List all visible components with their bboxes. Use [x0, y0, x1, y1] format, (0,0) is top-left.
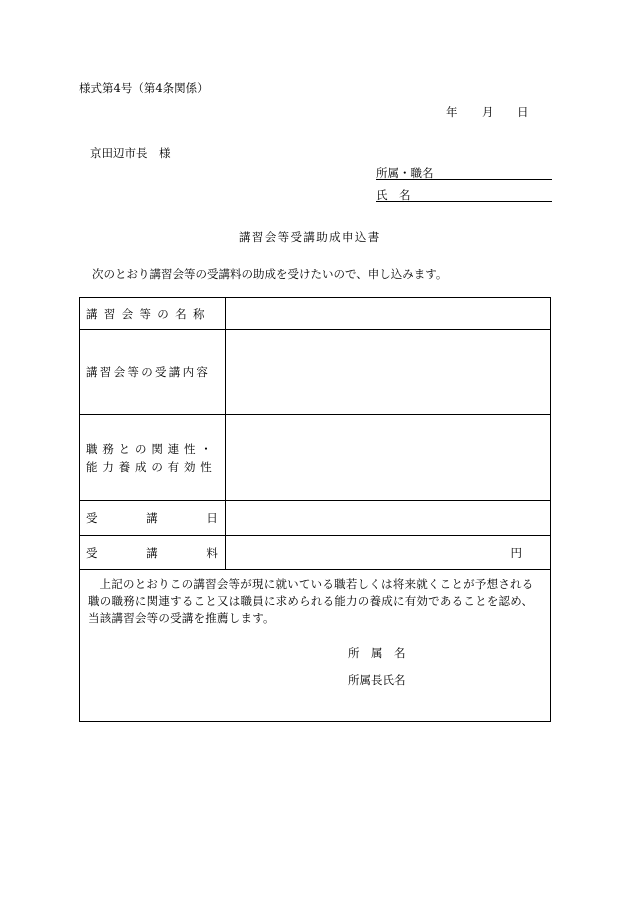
date-month-label: 月 [482, 105, 494, 119]
course-name-label-text: 講習会等の名称 [86, 306, 211, 321]
recommendation-row [80, 570, 551, 722]
relevance-label-cell [80, 415, 226, 501]
course-content-field[interactable] [226, 330, 551, 415]
relevance-label-line-2: 能力養成の有効性 [86, 459, 217, 474]
course-date-label [86, 509, 219, 527]
course-fee-row [80, 536, 551, 570]
recommendation-text: 上記のとおりこの講習会等が現に就いている職若しくは将来就くことが予想される職の職務に関連すること又は職員に求められる能力の養成に有効であることを認め、当該講習会等の受講を推薦します。 [88, 577, 534, 625]
recommender-affiliation-label: 所 属 名 [348, 646, 406, 660]
course-fee-label-char-1: 受 [86, 545, 99, 560]
intro-text: 次のとおり講習会等の受講料の助成を受けたいので、申し込みます。 [92, 267, 448, 281]
course-name-field[interactable] [226, 298, 551, 330]
course-fee-label-char-2: 講 [146, 545, 159, 560]
document-title: 講習会等受講助成申込書 [239, 230, 381, 244]
applicant-name-label: 氏 名 [376, 188, 411, 202]
date-day-label: 日 [517, 105, 529, 119]
date-year-label: 年 [446, 105, 458, 119]
addressee: 京田辺市長 様 [90, 146, 171, 160]
relevance-row [80, 415, 551, 501]
applicant-affiliation-label: 所属・職名 [376, 166, 434, 180]
relevance-field[interactable] [226, 415, 551, 501]
course-fee-label-cell [80, 536, 226, 570]
applicant-name-line[interactable] [376, 201, 552, 202]
fee-unit-label: 円 [510, 545, 522, 560]
course-content-row [80, 330, 551, 415]
course-date-label-char-1: 受 [86, 511, 99, 525]
course-name-label-cell [80, 298, 226, 330]
applicant-affiliation-line[interactable] [376, 179, 552, 180]
course-name-row [80, 298, 551, 330]
course-date-label-char-2: 講 [146, 511, 159, 525]
course-fee-field[interactable] [226, 536, 551, 570]
recommendation-signature-block [88, 627, 542, 697]
course-fee-label [86, 544, 219, 562]
course-content-label: 講習会等の受講内容 [86, 365, 211, 379]
course-name-label [86, 305, 219, 323]
recommender-head-name-label: 所属長氏名 [348, 673, 406, 687]
course-fee-label-char-3: 料 [206, 545, 219, 560]
recommendation-cell [80, 570, 551, 722]
course-date-label-cell [80, 501, 226, 536]
application-table [79, 297, 551, 722]
course-date-label-char-3: 日 [206, 511, 219, 525]
form-number: 様式第4号（第4条関係） [79, 81, 209, 95]
relevance-label-line-1: 職務との関連性・ [86, 441, 217, 456]
course-content-label-cell [80, 330, 226, 415]
course-date-row [80, 501, 551, 536]
course-date-field[interactable] [226, 501, 551, 536]
